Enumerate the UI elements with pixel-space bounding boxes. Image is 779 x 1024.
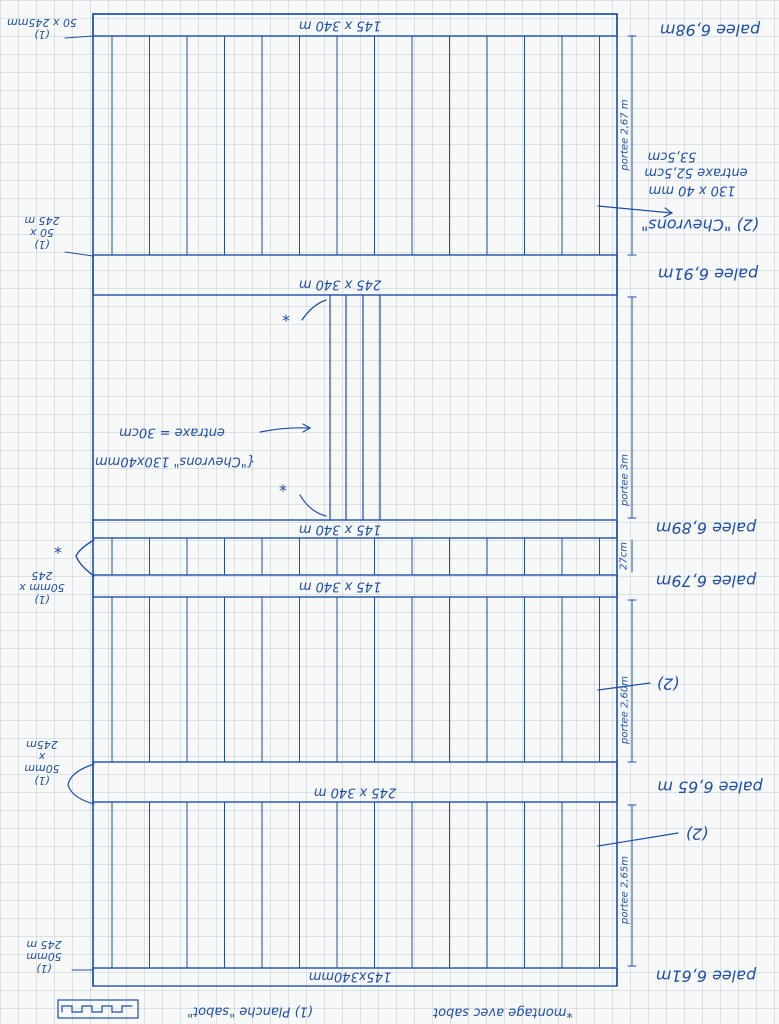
chevrons-size: 130 x 40 mm [648,182,736,198]
beam-label-2: 245 x 340 m [298,276,382,292]
span-label-2: portee 3m [619,453,631,507]
chevrons-entraxe-1: entraxe 52,5cm [644,164,748,180]
sabot-star-2: * [279,481,287,500]
chevrons-entraxe-2: 53,5cm [647,148,697,164]
sabot-star-1: * [282,311,290,330]
level-label-2: palee 6,91m [657,264,759,284]
span-label-4: portee 2,60m [619,676,631,744]
joist-group-1 [112,36,600,255]
opening-trimmers [330,295,380,520]
level-label-6: palee 6,61m [655,966,757,986]
opening-entraxe-label: entraxe = 30cm [119,424,225,440]
beam-label-5: 245 x 340 m [313,784,397,800]
level-label-3: palee 6,89m [655,518,757,538]
legend-montage-sabot: *montage avec sabot [433,1004,573,1020]
planche-label-3: (1) 50mm x 245 [19,569,65,606]
joist-group-4 [112,802,600,968]
span-label-5: portee 2,65m [619,856,631,924]
joist-group-2 [112,538,600,575]
span-label-1: portee 2,67 m [619,99,631,171]
beam-label-3: 145 x 340 m [298,521,382,537]
planche-label-4: (1) 50mm x 245m [24,738,60,787]
planche-label-1: (1) 50 x 245mm [7,16,77,41]
chevrons-label: (2) "Chevrons" [641,215,759,235]
planche-label-2: (1) 50 x 245 m [24,214,60,251]
beam-label-6: 145x340mm [308,968,392,984]
beam-label-1: 145 x 340 m [298,17,382,33]
sabot-glyph [58,1000,138,1018]
sabot-star-3: * [54,543,62,562]
level-label-4: palee 6,79m [655,571,757,591]
span-label-3: 27cm [618,542,630,570]
ref-chevrons-2b: (2) [685,824,709,844]
leader-arrows [65,36,678,970]
opening-chevrons-label: {"Chevrons" 130x40mm [94,453,256,469]
beam-label-4: 145 x 340 m [298,578,382,594]
ref-chevrons-2a: (2) [656,674,680,694]
level-label-1: palee 6,98m [659,20,761,40]
legend-planche-sabot: (1) Planche "sabot" [187,1003,313,1019]
planche-label-5: (1) 50mm 245 m [26,938,62,975]
joist-group-3 [112,597,600,762]
level-label-5: palee 6,65 m [657,777,763,797]
